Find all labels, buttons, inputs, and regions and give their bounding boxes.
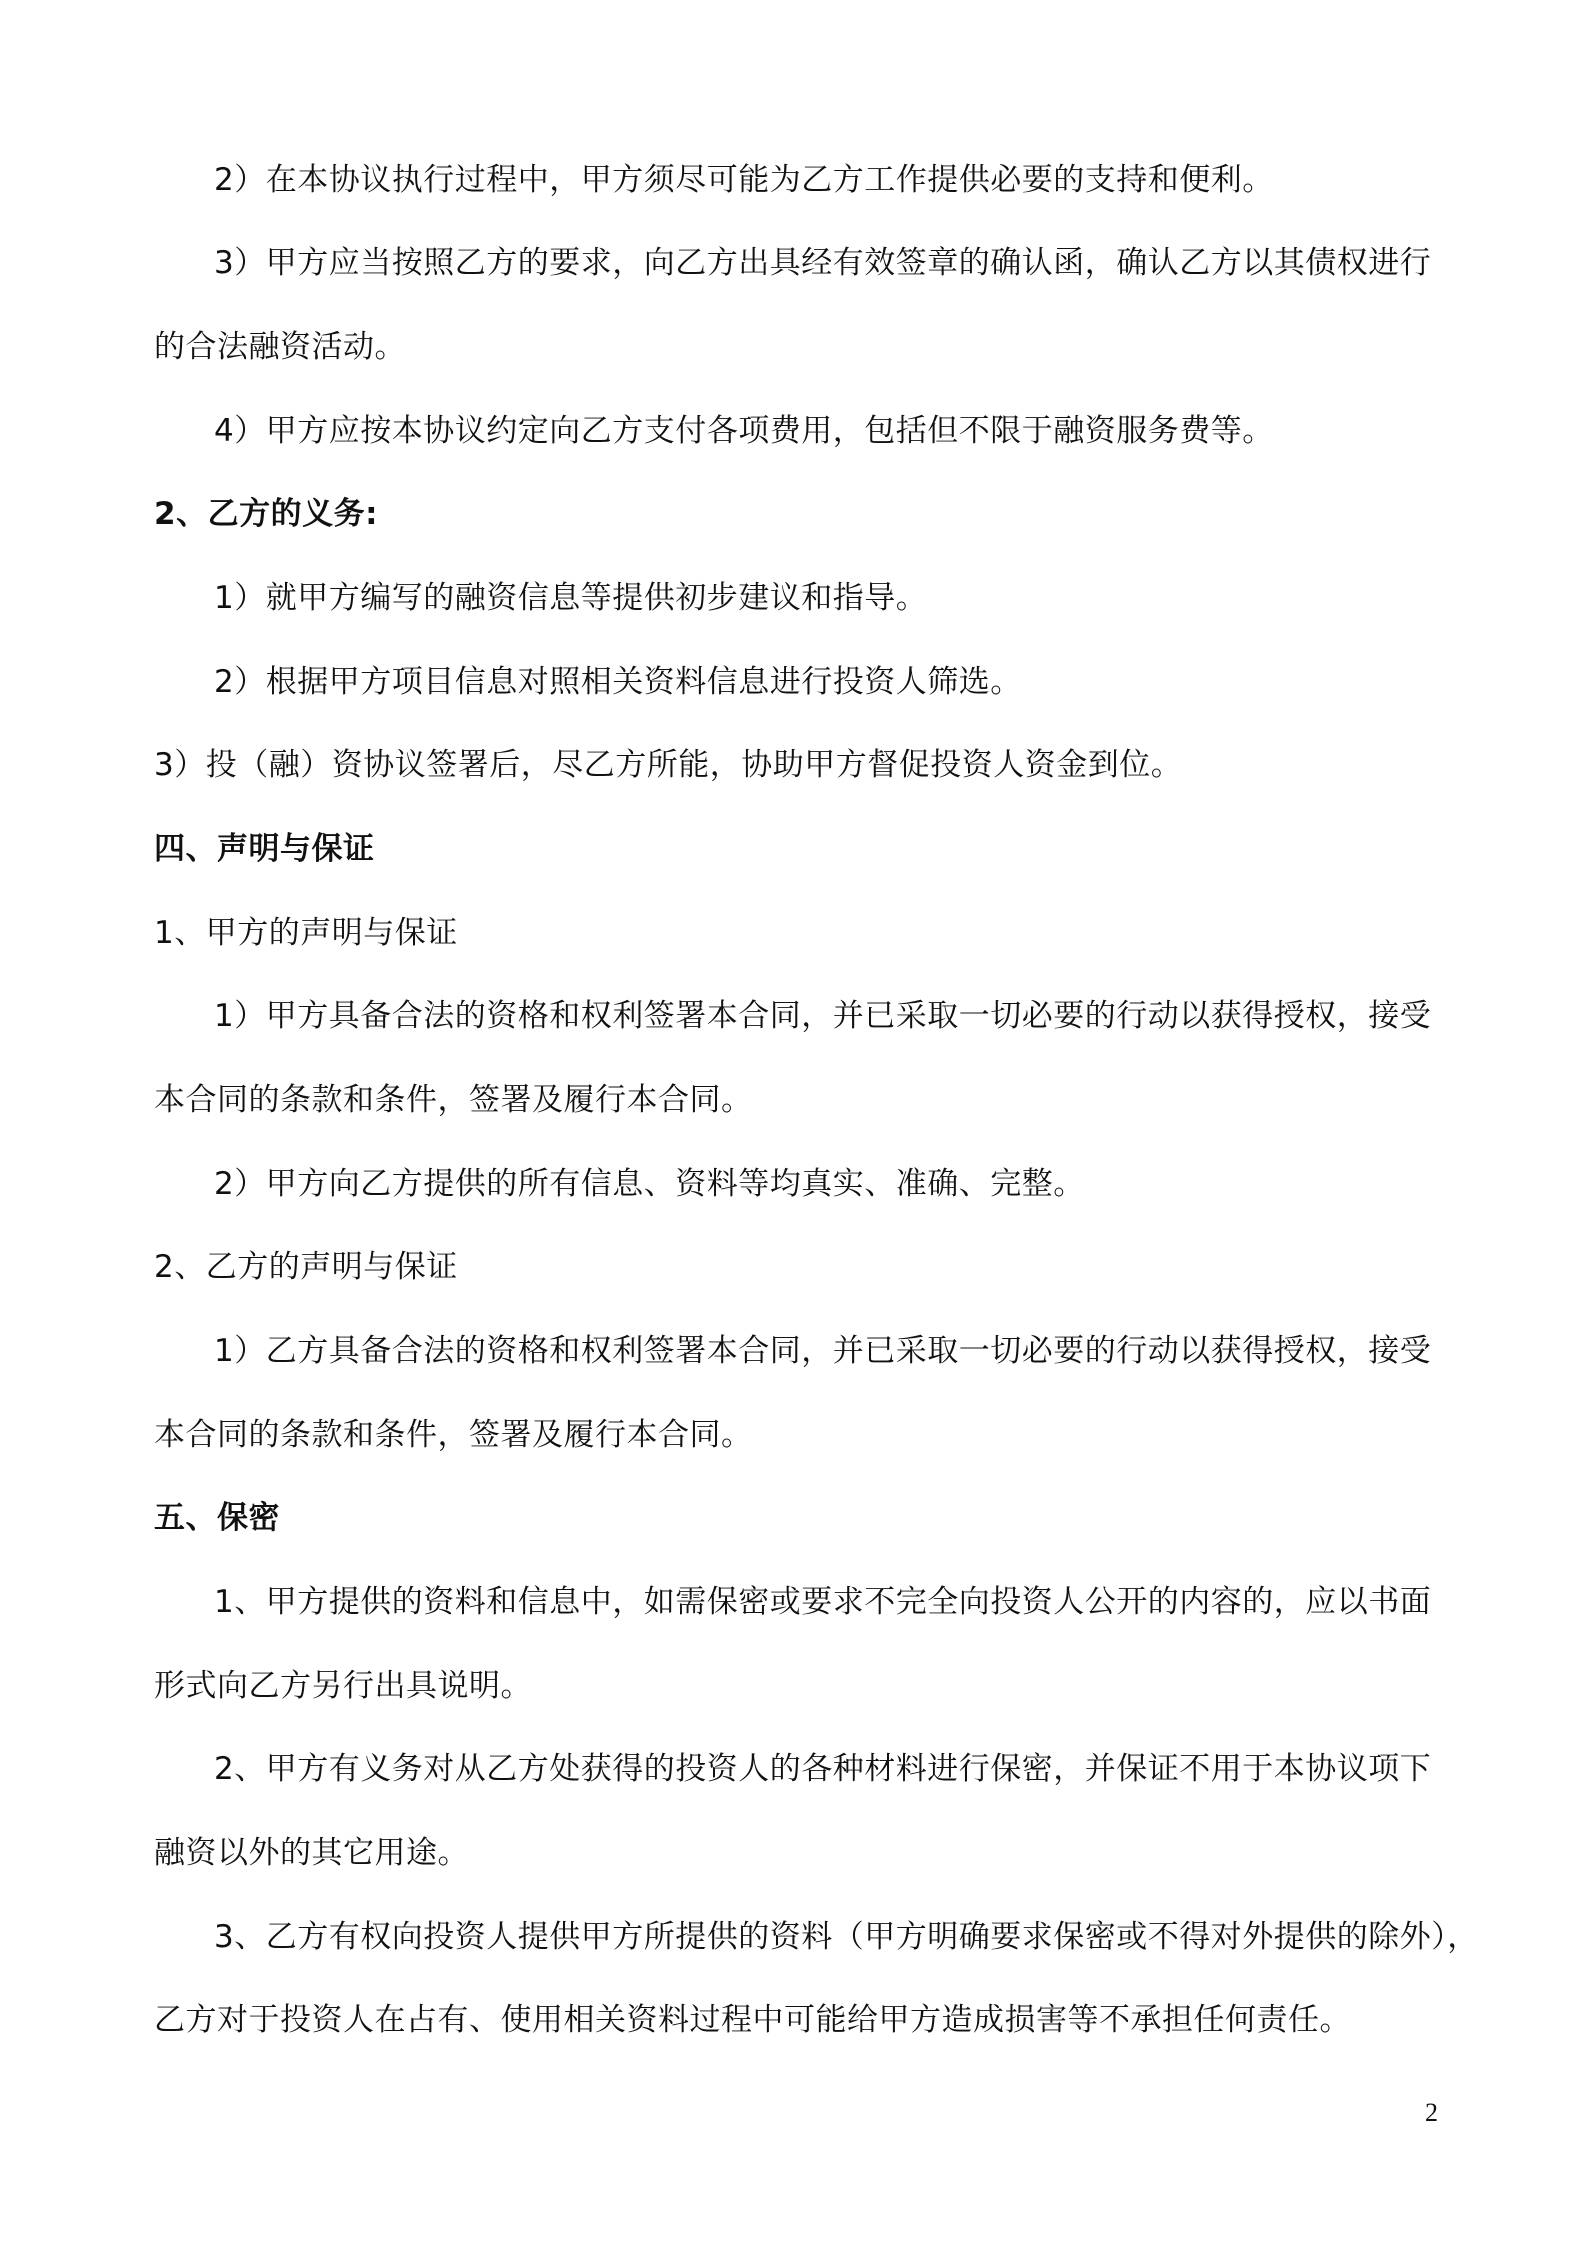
- text-line: 2）在本协议执行过程中，甲方须尽可能为乙方工作提供必要的支持和便利。: [214, 162, 1274, 198]
- text-line: 的合法融资活动。: [154, 329, 406, 365]
- text-line: 形式向乙方另行出具说明。: [154, 1668, 532, 1704]
- text-line: 融资以外的其它用途。: [154, 1835, 469, 1871]
- text-line: 1）乙方具备合法的资格和权利签署本合同，并已采取一切必要的行动以获得授权，接受: [214, 1333, 1432, 1369]
- text-line: 3、乙方有权向投资人提供甲方所提供的资料（甲方明确要求保密或不得对外提供的除外），: [214, 1919, 1479, 1955]
- section-heading: 四、声明与保证: [154, 831, 375, 867]
- section-heading: 五、保密: [154, 1500, 280, 1536]
- text-line: 1）甲方具备合法的资格和权利签署本合同，并已采取一切必要的行动以获得授权，接受: [214, 998, 1432, 1034]
- subsection-heading: 2、乙方的声明与保证: [154, 1249, 458, 1285]
- text-line: 2）根据甲方项目信息对照相关资料信息进行投资人筛选。: [214, 664, 1022, 700]
- text-line: 4）甲方应按本协议约定向乙方支付各项费用，包括但不限于融资服务费等。: [214, 413, 1274, 449]
- page-number: 2: [1425, 2098, 1438, 2127]
- text-line: 本合同的条款和条件，签署及履行本合同。: [154, 1082, 753, 1118]
- text-line: 2）甲方向乙方提供的所有信息、资料等均真实、准确、完整。: [214, 1166, 1085, 1202]
- text-line: 3）甲方应当按照乙方的要求，向乙方出具经有效签章的确认函，确认乙方以其债权进行: [214, 245, 1432, 281]
- subsection-heading: 1、甲方的声明与保证: [154, 915, 458, 951]
- text-line: 本合同的条款和条件，签署及履行本合同。: [154, 1417, 753, 1453]
- section-heading: 2、乙方的义务:: [154, 496, 378, 532]
- text-line: 乙方对于投资人在占有、使用相关资料过程中可能给甲方造成损害等不承担任何责任。: [154, 2002, 1351, 2038]
- text-line: 1）就甲方编写的融资信息等提供初步建议和指导。: [214, 580, 928, 616]
- text-line: 2、甲方有义务对从乙方处获得的投资人的各种材料进行保密，并保证不用于本协议项下: [214, 1751, 1432, 1787]
- text-line: 3）投（融）资协议签署后，尽乙方所能，协助甲方督促投资人资金到位。: [154, 747, 1183, 783]
- text-line: 1、甲方提供的资料和信息中，如需保密或要求不完全向投资人公开的内容的，应以书面: [214, 1584, 1432, 1620]
